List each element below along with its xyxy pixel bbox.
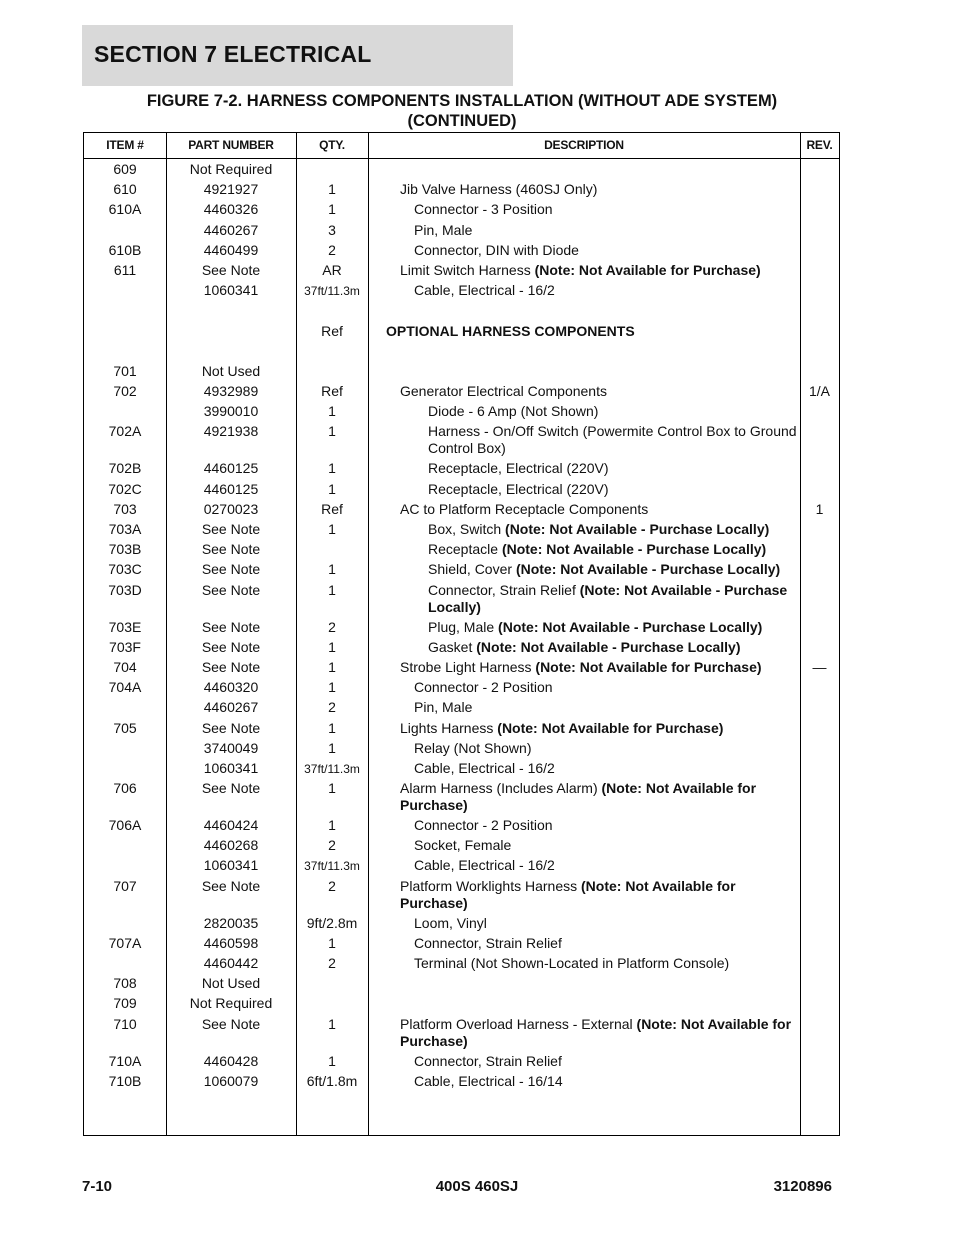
description-note: (Note: Not Available - Purchase Locally) bbox=[505, 521, 770, 537]
quantity: Ref bbox=[321, 322, 343, 339]
description-text: Connector - 2 Position bbox=[414, 679, 553, 696]
description-note: (Note: Not Available for Purchase) bbox=[400, 1015, 792, 1049]
description bbox=[428, 579, 798, 616]
item-number: 701 bbox=[113, 362, 137, 379]
description-note: (Note: Not Available - Purchase Locally) bbox=[476, 638, 741, 655]
description-text: Strobe Light Harness bbox=[400, 658, 536, 675]
item-number: 703B bbox=[108, 541, 142, 558]
item-number: 710A bbox=[108, 1052, 142, 1069]
quantity: 2 bbox=[328, 955, 336, 971]
description bbox=[428, 558, 798, 578]
part-number: See Note bbox=[201, 780, 261, 797]
table-row bbox=[84, 1013, 839, 1050]
description bbox=[414, 219, 798, 239]
description-text: Alarm Harness (Includes Alarm) bbox=[400, 780, 602, 797]
table-row bbox=[84, 814, 839, 834]
part-number: See Note bbox=[201, 261, 261, 278]
part-number: 4460326 bbox=[203, 201, 259, 218]
part-number: 4460428 bbox=[203, 1052, 259, 1069]
description-text: Gasket bbox=[428, 638, 477, 655]
part-number: 1060079 bbox=[203, 1072, 259, 1089]
description-text: Terminal (Not Shown-Located in Platform Console) bbox=[414, 955, 730, 971]
description-text: Platform Overload Harness - External bbox=[400, 1015, 637, 1032]
item-number: 702 bbox=[113, 383, 137, 400]
quantity: 1 bbox=[328, 561, 336, 578]
item-number: 707 bbox=[113, 877, 137, 894]
table-row bbox=[84, 320, 839, 340]
footer-page-number: 7-10 bbox=[82, 1178, 113, 1195]
description-text: Connector, DIN with Diode bbox=[414, 241, 579, 258]
table-row bbox=[84, 972, 839, 992]
description bbox=[428, 538, 798, 558]
description bbox=[400, 717, 798, 737]
description bbox=[414, 737, 798, 757]
table-row bbox=[84, 676, 839, 696]
description-note: (Note: Not Available for Purchase) bbox=[534, 261, 761, 278]
description bbox=[386, 158, 798, 178]
description bbox=[428, 636, 798, 656]
item-number: 704 bbox=[113, 658, 137, 675]
description-text: Lights Harness bbox=[400, 719, 498, 736]
description bbox=[414, 279, 798, 299]
quantity: 1 bbox=[328, 581, 336, 598]
table-row bbox=[84, 875, 839, 912]
description bbox=[414, 814, 798, 834]
description-text: Receptacle, Electrical (220V) bbox=[428, 480, 609, 497]
revision: 1 bbox=[815, 500, 824, 517]
description bbox=[414, 854, 798, 874]
description bbox=[414, 952, 798, 972]
part-number: See Note bbox=[201, 561, 261, 578]
figure-title-line2: (CONTINUED) bbox=[407, 112, 517, 130]
table-row bbox=[84, 1050, 839, 1070]
quantity: 1 bbox=[328, 201, 336, 218]
description bbox=[400, 656, 798, 676]
description-note: OPTIONAL HARNESS COMPONENTS bbox=[386, 322, 635, 339]
table-row bbox=[84, 478, 839, 498]
description bbox=[386, 972, 798, 992]
figure-title bbox=[84, 91, 840, 131]
part-number: 4460320 bbox=[203, 679, 259, 696]
table-row bbox=[84, 400, 839, 420]
item-number: 702A bbox=[108, 423, 142, 440]
table-row bbox=[84, 854, 839, 874]
table-row bbox=[84, 579, 839, 616]
item-number: 703C bbox=[108, 561, 142, 578]
footer-manual-number: 3120896 bbox=[773, 1178, 832, 1195]
description bbox=[386, 360, 798, 380]
quantity: 1 bbox=[328, 1015, 336, 1032]
description-text: Connector, Strain Relief bbox=[414, 1052, 562, 1069]
table-row bbox=[84, 259, 839, 279]
table-row bbox=[84, 239, 839, 259]
description bbox=[400, 1013, 798, 1050]
quantity: 6ft/1.8m bbox=[306, 1072, 358, 1089]
item-number: 708 bbox=[113, 975, 137, 992]
item-number: 706A bbox=[108, 817, 142, 834]
description bbox=[400, 380, 798, 400]
quantity: 1 bbox=[328, 1052, 336, 1069]
item-number: 610B bbox=[108, 241, 142, 258]
description bbox=[428, 400, 798, 420]
description bbox=[414, 198, 798, 218]
table-row bbox=[84, 420, 839, 457]
header-part-number: PART NUMBER bbox=[188, 138, 274, 152]
table-row bbox=[84, 912, 839, 932]
item-number: 703A bbox=[108, 521, 142, 537]
description-text: Connector, Strain Relief bbox=[428, 581, 580, 598]
description-text: Loom, Vinyl bbox=[414, 914, 487, 931]
quantity: 1 bbox=[328, 817, 336, 834]
description bbox=[414, 1050, 798, 1070]
description bbox=[400, 875, 798, 912]
part-number: 4932989 bbox=[203, 383, 259, 400]
item-number: 703 bbox=[113, 500, 137, 517]
item-number: 704A bbox=[108, 679, 142, 696]
table-row bbox=[84, 932, 839, 952]
description-text: Connector - 3 Position bbox=[414, 201, 553, 218]
figure-title-line1: FIGURE 7-2. HARNESS COMPONENTS INSTALLATION (WITHOUT ADE SYSTEM) bbox=[146, 92, 778, 110]
description-note: (Note: Not Available - Purchase Locally) bbox=[515, 561, 781, 578]
description bbox=[428, 616, 798, 636]
description-text: Socket, Female bbox=[414, 837, 512, 854]
footer-model: 400S 460SJ bbox=[435, 1178, 519, 1195]
part-number: See Note bbox=[201, 541, 261, 558]
quantity: 2 bbox=[328, 837, 336, 854]
part-number: Not Used bbox=[201, 975, 261, 992]
table-row bbox=[84, 340, 839, 360]
item-number: 703F bbox=[109, 638, 141, 655]
part-number: See Note bbox=[201, 1015, 261, 1032]
description-note: (Note: Not Available for Purchase) bbox=[400, 877, 736, 911]
description-note: (Note: Not Available - Purchase Locally) bbox=[501, 541, 767, 558]
quantity: 1 bbox=[328, 460, 336, 477]
description-text: Platform Worklights Harness bbox=[400, 877, 582, 894]
description-text: Receptacle bbox=[428, 541, 502, 558]
table-row bbox=[84, 279, 839, 299]
table-row bbox=[84, 457, 839, 477]
part-number: 4460268 bbox=[203, 837, 259, 854]
description-text: Cable, Electrical - 16/14 bbox=[414, 1072, 563, 1089]
description-text: Pin, Male bbox=[414, 699, 473, 716]
part-number: 1060341 bbox=[203, 857, 259, 874]
quantity: 37ft/11.3m bbox=[304, 859, 360, 874]
table-row bbox=[84, 219, 839, 239]
description-text: AC to Platform Receptacle Components bbox=[400, 500, 649, 517]
table-row bbox=[84, 717, 839, 737]
table-row bbox=[84, 656, 839, 676]
section-header bbox=[82, 25, 513, 86]
quantity: AR bbox=[322, 261, 342, 278]
description bbox=[386, 340, 798, 360]
quantity: 9ft/2.8m bbox=[306, 914, 358, 931]
description bbox=[400, 178, 798, 198]
description-text: Harness - On/Off Switch (Powermite Control Box to Ground Control Box) bbox=[428, 423, 797, 457]
item-number: 611 bbox=[113, 261, 137, 278]
part-number: Not Required bbox=[189, 995, 273, 1012]
description bbox=[400, 777, 798, 814]
part-number: 4921938 bbox=[203, 423, 259, 440]
table-row bbox=[84, 1070, 839, 1090]
table-row bbox=[84, 696, 839, 716]
table-row bbox=[84, 952, 839, 972]
part-number: 4460424 bbox=[203, 817, 259, 834]
quantity: 2 bbox=[328, 699, 336, 716]
description bbox=[400, 498, 798, 518]
part-number: 2820035 bbox=[203, 914, 259, 931]
quantity: 2 bbox=[328, 618, 336, 635]
description-text: Pin, Male bbox=[414, 221, 473, 238]
description-note: (Note: Not Available - Purchase Locally) bbox=[498, 618, 763, 635]
table-row bbox=[84, 198, 839, 218]
part-number: See Note bbox=[201, 638, 261, 655]
part-number: See Note bbox=[201, 581, 261, 598]
description bbox=[414, 676, 798, 696]
table-row bbox=[84, 538, 839, 558]
header-description: DESCRIPTION bbox=[544, 138, 624, 152]
description-text: Connector - 2 Position bbox=[414, 817, 553, 834]
quantity: 37ft/11.3m bbox=[304, 284, 360, 299]
part-number: See Note bbox=[201, 658, 261, 675]
quantity: 2 bbox=[328, 877, 336, 894]
item-number: 609 bbox=[113, 161, 137, 177]
description bbox=[414, 239, 798, 259]
description bbox=[386, 992, 798, 1012]
quantity: 1 bbox=[328, 480, 336, 497]
quantity: 1 bbox=[328, 934, 336, 951]
part-number: Not Required bbox=[189, 161, 273, 177]
description-note: (Note: Not Available for Purchase) bbox=[400, 780, 757, 814]
description-text: Connector, Strain Relief bbox=[414, 934, 562, 951]
table-row bbox=[84, 178, 839, 198]
section-title: SECTION 7 ELECTRICAL bbox=[94, 41, 372, 67]
quantity: 1 bbox=[328, 739, 336, 756]
part-number: Not Used bbox=[201, 362, 261, 379]
description bbox=[428, 420, 798, 457]
table-row bbox=[84, 498, 839, 518]
table-row bbox=[84, 299, 839, 319]
description-note: (Note: Not Available - Purchase Locally) bbox=[428, 581, 788, 615]
header-rev: REV. bbox=[806, 138, 833, 152]
description bbox=[414, 757, 798, 777]
quantity: 1 bbox=[328, 423, 336, 440]
description-text: Relay (Not Shown) bbox=[414, 739, 532, 756]
description bbox=[428, 518, 798, 538]
revision: — bbox=[812, 658, 827, 675]
quantity: 3 bbox=[328, 221, 336, 238]
quantity: 1 bbox=[328, 403, 336, 420]
quantity: Ref bbox=[321, 500, 343, 517]
description bbox=[414, 696, 798, 716]
description bbox=[428, 457, 798, 477]
item-number: 709 bbox=[113, 995, 137, 1012]
item-number: 702C bbox=[108, 480, 142, 497]
item-number: 703D bbox=[108, 581, 142, 598]
description-text: Receptacle, Electrical (220V) bbox=[428, 460, 609, 477]
quantity: 1 bbox=[328, 780, 336, 797]
part-number: 4460499 bbox=[203, 241, 259, 258]
quantity: 2 bbox=[328, 241, 336, 258]
description-text: Generator Electrical Components bbox=[400, 383, 607, 400]
item-number: 610A bbox=[108, 201, 142, 218]
description bbox=[414, 834, 798, 854]
quantity: 1 bbox=[328, 181, 336, 198]
table-row bbox=[84, 616, 839, 636]
table-row bbox=[84, 380, 839, 400]
quantity: 1 bbox=[328, 658, 336, 675]
parts-table bbox=[83, 132, 840, 1136]
item-number: 706 bbox=[113, 780, 137, 797]
table-row bbox=[84, 834, 839, 854]
description-text: Cable, Electrical - 16/2 bbox=[414, 857, 555, 874]
part-number: 4460125 bbox=[203, 480, 259, 497]
item-number: 710B bbox=[108, 1072, 142, 1089]
description bbox=[386, 320, 798, 340]
description-text: Diode - 6 Amp (Not Shown) bbox=[428, 403, 599, 420]
part-number: See Note bbox=[201, 618, 261, 635]
quantity: 1 bbox=[328, 719, 336, 736]
table-row bbox=[84, 518, 839, 538]
description-text: Cable, Electrical - 16/2 bbox=[414, 759, 555, 776]
quantity: 1 bbox=[328, 521, 336, 537]
table-row bbox=[84, 558, 839, 578]
table-row bbox=[84, 737, 839, 757]
description-note: (Note: Not Available for Purchase) bbox=[497, 719, 724, 736]
description-text: Shield, Cover bbox=[428, 561, 516, 578]
table-row bbox=[84, 757, 839, 777]
part-number: 4460442 bbox=[203, 955, 259, 971]
description-text: Plug, Male bbox=[428, 618, 499, 635]
description bbox=[386, 299, 798, 319]
description-text: Box, Switch bbox=[428, 521, 506, 537]
part-number: 0270023 bbox=[203, 500, 259, 517]
part-number: See Note bbox=[201, 521, 261, 537]
description bbox=[428, 478, 798, 498]
description-text: Jib Valve Harness (460SJ Only) bbox=[400, 181, 598, 198]
description bbox=[414, 1070, 798, 1090]
table-header-row bbox=[84, 133, 839, 159]
item-number: 703E bbox=[108, 618, 142, 635]
item-number: 705 bbox=[113, 719, 137, 736]
item-number: 610 bbox=[113, 181, 137, 198]
item-number: 710 bbox=[113, 1015, 137, 1032]
table-row bbox=[84, 158, 839, 178]
description bbox=[400, 259, 798, 279]
part-number: 1060341 bbox=[203, 282, 259, 299]
description bbox=[414, 932, 798, 952]
part-number: 4460267 bbox=[203, 699, 259, 716]
part-number: See Note bbox=[201, 719, 261, 736]
description-text: Cable, Electrical - 16/2 bbox=[414, 282, 555, 299]
table-row bbox=[84, 992, 839, 1012]
quantity: 37ft/11.3m bbox=[304, 761, 360, 776]
part-number: 4460267 bbox=[203, 221, 259, 238]
table-row bbox=[84, 360, 839, 380]
description-text: Limit Switch Harness bbox=[400, 261, 535, 278]
quantity: Ref bbox=[321, 383, 343, 400]
part-number: 3740049 bbox=[203, 739, 259, 756]
description bbox=[414, 912, 798, 932]
part-number: 4460125 bbox=[203, 460, 259, 477]
part-number: 4921927 bbox=[203, 181, 259, 198]
part-number: See Note bbox=[201, 877, 261, 894]
table-row bbox=[84, 636, 839, 656]
quantity: 1 bbox=[328, 679, 336, 696]
header-item: ITEM # bbox=[106, 138, 144, 152]
table-body bbox=[84, 158, 839, 1090]
part-number: 4460598 bbox=[203, 934, 259, 951]
item-number: 707A bbox=[108, 934, 142, 951]
table-row bbox=[84, 777, 839, 814]
item-number: 702B bbox=[108, 460, 142, 477]
quantity: 1 bbox=[328, 638, 336, 655]
header-qty: QTY. bbox=[319, 138, 345, 152]
revision: 1/A bbox=[808, 383, 830, 400]
part-number: 3990010 bbox=[203, 403, 259, 420]
description-note: (Note: Not Available for Purchase) bbox=[535, 658, 762, 675]
part-number: 1060341 bbox=[203, 759, 259, 776]
